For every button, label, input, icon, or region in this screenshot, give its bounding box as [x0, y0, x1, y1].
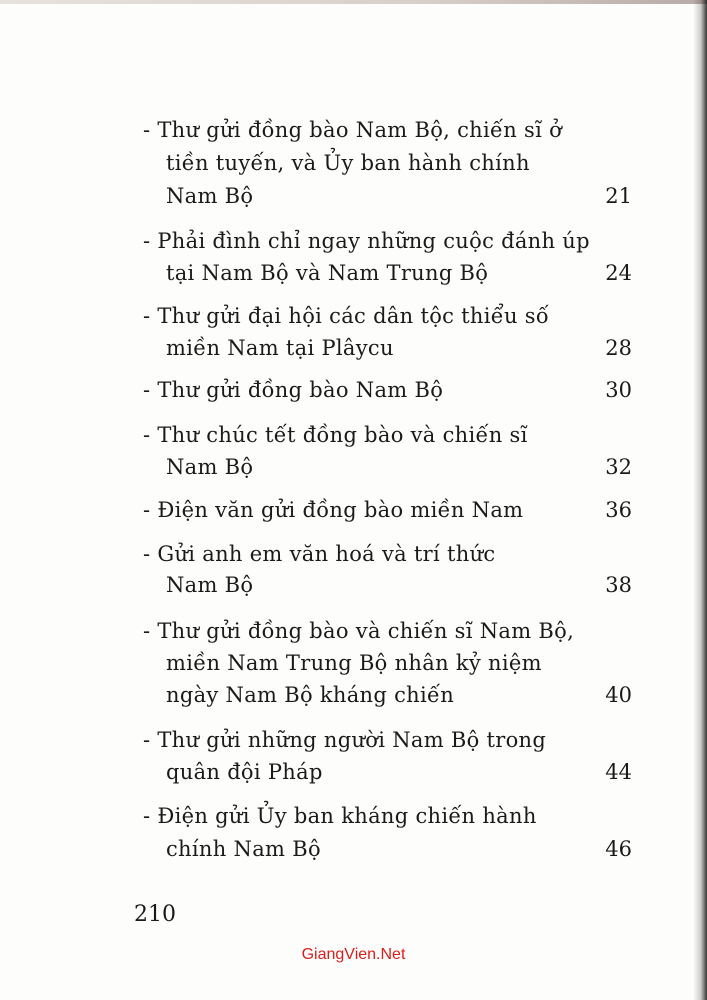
toc-page-number: 44 [605, 760, 632, 784]
watermark: GiangVien.Net [301, 946, 406, 963]
toc-entry-line: tiền tuyến, và Ủy ban hành chính [166, 151, 530, 175]
toc-entry-line: chính Nam Bộ [166, 837, 321, 861]
toc-page-number: 24 [605, 261, 632, 285]
toc-entry-line: quân đội Pháp [166, 760, 323, 784]
toc-page-number: 30 [605, 378, 632, 402]
toc-page-number: 40 [605, 683, 632, 707]
toc-entry-line: - Gửi anh em văn hoá và trí thức [143, 542, 496, 566]
toc-entry-line: ngày Nam Bộ kháng chiến [166, 683, 455, 707]
toc-page-number: 32 [605, 455, 632, 479]
toc-entry-line: - Thư gửi đồng bào và chiến sĩ Nam Bộ, [143, 619, 575, 643]
toc-entry-line: - Thư gửi đồng bào Nam Bộ, chiến sĩ ở [143, 118, 563, 142]
toc-entry-line: - Phải đình chỉ ngay những cuộc đánh úp [143, 229, 590, 253]
toc-page-number: 28 [605, 336, 632, 360]
toc-page-number: 21 [605, 184, 632, 208]
toc-page-number: 46 [605, 837, 632, 861]
toc-entry-line: miền Nam tại Plâycu [166, 336, 394, 360]
toc-entry-line: Nam Bộ [166, 573, 254, 597]
toc-entry-line: miền Nam Trung Bộ nhân kỷ niệm [166, 651, 542, 675]
toc-entry-line: - Thư gửi những người Nam Bộ trong [143, 728, 547, 752]
toc-entry-line: - Điện gửi Ủy ban kháng chiến hành [143, 804, 537, 828]
toc-entry-line: - Điện văn gửi đồng bào miền Nam [143, 498, 524, 522]
page-folio-number: 210 [134, 902, 176, 927]
toc-entry-line: - Thư gửi đồng bào Nam Bộ [143, 378, 444, 402]
toc-entry-line: Nam Bộ [166, 455, 254, 479]
toc-entry-line: - Thư chúc tết đồng bào và chiến sĩ [143, 423, 528, 447]
toc-entry-line: Nam Bộ [166, 184, 254, 208]
toc-entry-line: - Thư gửi đại hội các dân tộc thiểu số [143, 304, 550, 328]
toc-page-number: 36 [605, 498, 632, 522]
toc-page-number: 38 [605, 573, 632, 597]
toc-entry-line: tại Nam Bộ và Nam Trung Bộ [166, 261, 489, 285]
